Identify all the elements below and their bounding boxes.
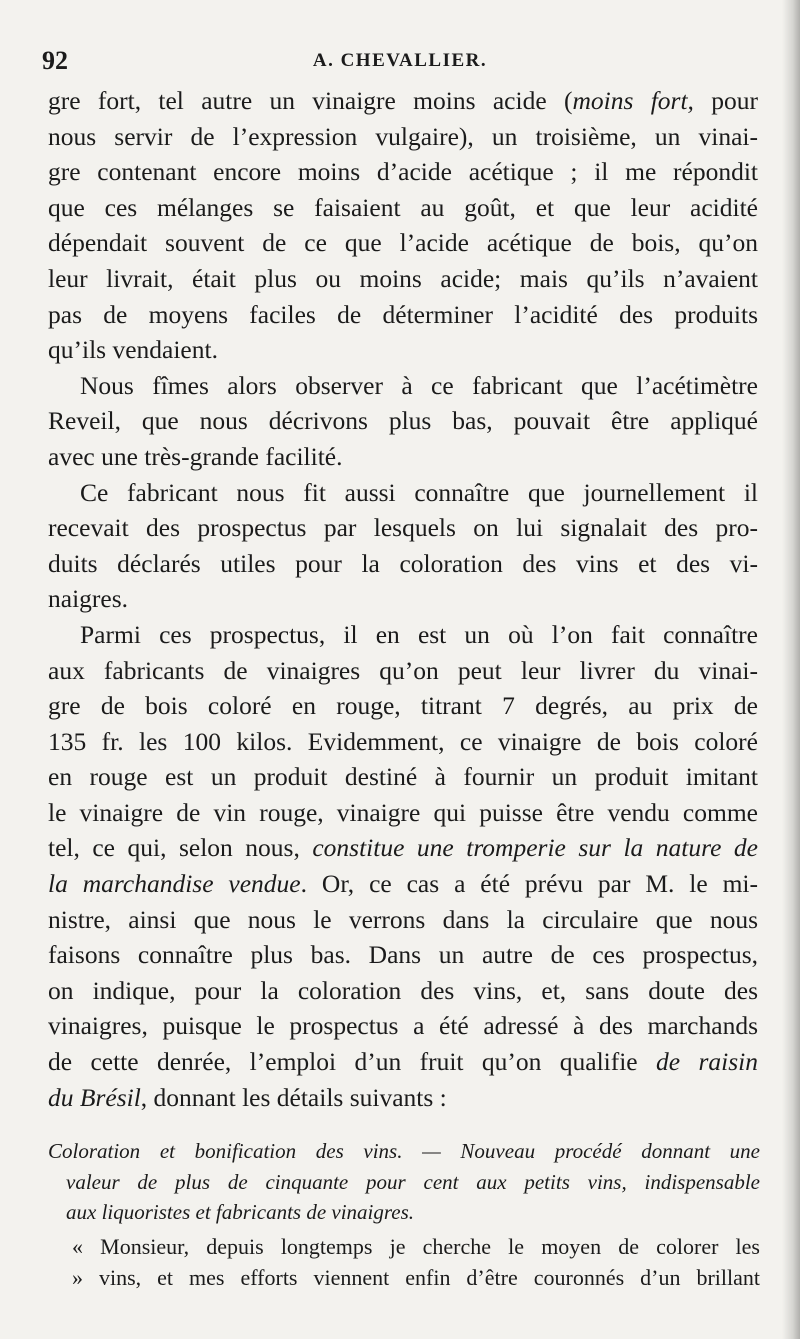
text-line: faisons connaître plus bas. Dans un autre de ces prospectus, <box>48 940 758 970</box>
letter-line: « Monsieur, depuis longtemps je cherche le moyen de colorer les <box>72 1234 760 1259</box>
text-line: on indique, pour la coloration des vins, et, sans doute des <box>48 975 758 1005</box>
text-line: leur livrait, était plus ou moins acide; mais qu’ils n’avaient <box>48 263 758 293</box>
running-head: A. CHEVALLIER. <box>312 50 488 71</box>
text-line: gre contenant encore moins d’acide acétique ; il me répondit <box>48 157 758 187</box>
text-line: nous servir de l’expression vulgaire), un troisième, un vinai- <box>48 121 758 151</box>
text-line: du Brésil, donnant les détails suivants : <box>48 1082 447 1112</box>
text-line: Nous fîmes alors observer à ce fabricant que l’acétimètre <box>80 370 758 400</box>
text-line: Parmi ces prospectus, il en est un où l’on fait connaître <box>80 619 758 649</box>
text-line: de cette denrée, l’emploi d’un fruit qu’on qualifie de raisin <box>48 1047 758 1077</box>
prospectus-quote <box>48 1136 760 1228</box>
text-line: gre de bois coloré en rouge, titrant 7 degrés, au prix de <box>48 691 758 721</box>
text-line: le vinaigre de vin rouge, vinaigre qui puisse être vendu comme <box>48 797 758 827</box>
text-line: aux fabricants de vinaigres qu’on peut leur livrer du vinai- <box>48 655 758 685</box>
text-line: recevait des prospectus par lesquels on lui signalait des pro- <box>48 513 758 543</box>
text-line: pas de moyens faciles de déterminer l’acidité des produits <box>48 299 758 329</box>
text-line: Reveil, que nous décrivons plus bas, pouvait être appliqué <box>48 406 758 436</box>
text-line: vinaigres, puisque le prospectus a été adressé à des marchands <box>48 1011 758 1041</box>
page-gutter-shadow <box>782 0 800 1339</box>
letter-excerpt <box>48 1231 760 1293</box>
letter-line: » vins, et mes efforts viennent enfin d’être couronnés d’un brillant <box>72 1265 760 1290</box>
quote-line: aux liquoristes et fabricants de vinaigres. <box>66 1200 415 1224</box>
text-line: 135 fr. les 100 kilos. Evidemment, ce vinaigre de bois coloré <box>48 726 758 756</box>
body-text <box>48 83 758 1115</box>
quote-line: valeur de plus de cinquante pour cent aux petits vins, indispensable <box>66 1169 760 1194</box>
text-line: la marchandise vendue. Or, ce cas a été prévu par M. le mi- <box>48 869 759 899</box>
text-line: que ces mélanges se faisaient au goût, et que leur acidité <box>48 192 758 222</box>
text-line: qu’ils vendaient. <box>48 335 218 365</box>
page-header <box>42 46 758 76</box>
text-line: avec une très-grande facilité. <box>48 441 343 471</box>
text-line: dépendait souvent de ce que l’acide acétique de bois, qu’on <box>48 228 758 258</box>
text-line: naigres. <box>48 584 129 614</box>
text-line: tel, ce qui, selon nous, constitue une tromperie sur la nature de <box>48 833 758 863</box>
quote-line: Coloration et bonification des vins. — Nouveau procédé donnant une <box>48 1139 760 1163</box>
text-line: Ce fabricant nous fit aussi connaître que journellement il <box>80 477 758 507</box>
text-line: en rouge est un produit destiné à fournir un produit imitant <box>48 762 758 792</box>
page-number: 92 <box>42 46 68 75</box>
text-line: nistre, ainsi que nous le verrons dans la circulaire que nous <box>48 904 758 934</box>
text-line: gre fort, tel autre un vinaigre moins acide (moins fort, pour <box>48 86 758 115</box>
text-line: duits déclarés utiles pour la coloration des vins et des vi- <box>48 548 758 578</box>
